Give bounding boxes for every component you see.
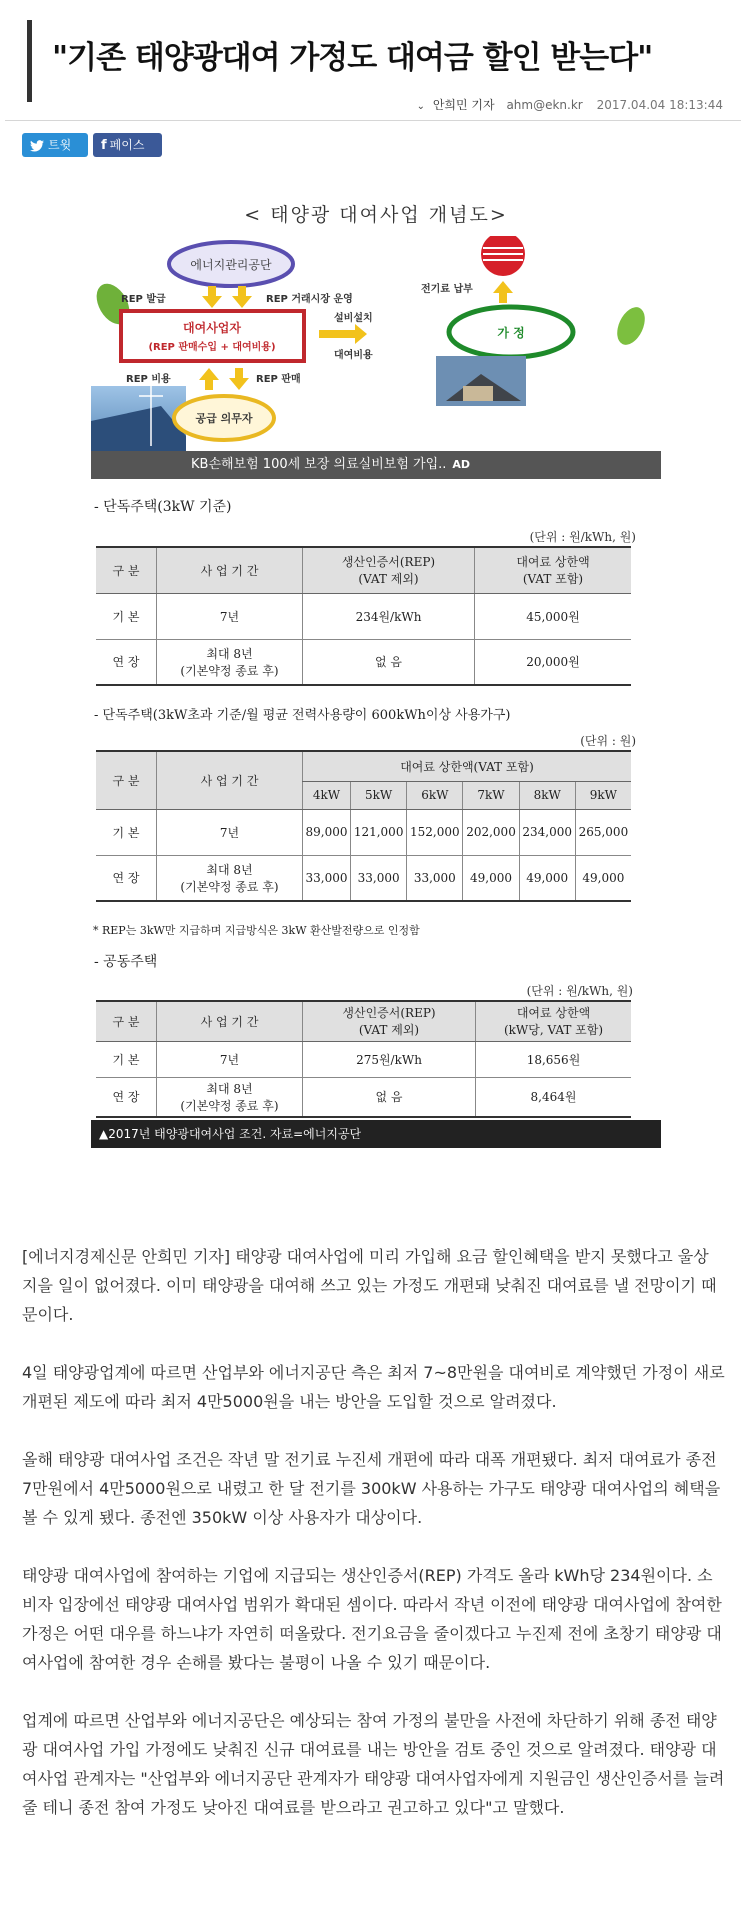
arrow-right-icon [319, 324, 367, 344]
table-subheader: 7kW [463, 781, 519, 809]
table-row [96, 809, 631, 855]
table-subheader: 4kW [303, 781, 351, 809]
table-row [96, 593, 631, 639]
table-header: 대여료 상한액 (VAT 포함) [475, 547, 632, 593]
table-header: 대여료 상한액 (kW당, VAT 포함) [476, 1001, 632, 1041]
table-cell: 33,000 [407, 855, 463, 901]
table-cell: 기 본 [96, 593, 157, 639]
facility-install-label: 설비설치 [334, 313, 373, 324]
table-cell: 최대 8년 (기본약정 종료 후) [157, 1077, 303, 1117]
ad-banner[interactable] [91, 451, 661, 479]
table-cell: 49,000 [575, 855, 631, 901]
table-cell: 없 음 [303, 1077, 476, 1117]
public-agency-label: 공급 의무자 [195, 412, 253, 425]
arrow-down-icon [229, 368, 249, 390]
lessor-node [121, 311, 304, 361]
reporter-name[interactable]: 안희민 기자 [432, 98, 495, 112]
table-subheader: 8kW [519, 781, 575, 809]
electricity-payment-label: 전기료 납부 [421, 284, 473, 295]
household-label: 가 정 [497, 326, 525, 340]
rep-cost-label: REP 비용 [126, 374, 171, 385]
table-subheader: 5kW [351, 781, 407, 809]
section-heading: - 단독주택(3kW 기준) [94, 499, 232, 515]
table-cell: 7년 [157, 1041, 303, 1077]
table-cell: 최대 8년 (기본약정 종료 후) [157, 639, 303, 685]
unit-label: (단위 : 원/kWh, 원) [526, 984, 633, 998]
table-cell: 최대 8년 (기본약정 종료 후) [157, 855, 303, 901]
section-heading: - 공동주택 [94, 954, 158, 970]
paragraph: [에너지경제신문 안희민 기자] 태양광 대여사업에 미리 가입해 요금 할인혜택을 받지 못했다고 울상 지을 일이 없어졌다. 이미 태양광을 대여해 쓰고 있는 가정도 개편돼 낮춰진 대여료를 낼 전망이기 때문이다. [22, 1247, 717, 1324]
reporter-email[interactable]: ahm@ekn.kr [506, 98, 583, 112]
table-subheader: 6kW [407, 781, 463, 809]
table-header: 대여료 상한액(VAT 포함) [303, 751, 632, 781]
table-row [96, 639, 631, 685]
table-row [96, 1041, 631, 1077]
lease-fee-label: 대여비용 [334, 350, 373, 361]
table-cell: 연 장 [96, 1077, 157, 1117]
byline [417, 96, 723, 113]
table-cell: 45,000원 [475, 593, 632, 639]
table-header: 사 업 기 간 [157, 751, 303, 809]
table-cell: 연 장 [96, 639, 157, 685]
figure-caption: ▲2017년 태양광대여사업 조건. 자료=에너지공단 [91, 1120, 661, 1148]
leaf-icon [612, 303, 651, 349]
table-row [96, 1077, 631, 1117]
table-apartment [96, 1000, 631, 1118]
table-cell: 121,000 [351, 809, 407, 855]
table-header: 생산인증서(REP) (VAT 제외) [303, 547, 475, 593]
table-cell: 18,656원 [476, 1041, 632, 1077]
paragraph: 태양광 대여사업에 참여하는 기업에 지급되는 생산인증서(REP) 가격도 올라 kWh당 234원이다. 소비자 입장에선 태양광 대여사업 범위가 확대된 셈이다. 따라서 작년 이전에 태양광 대여사업에 참여한 가정은 어떤 대우를 하느냐가 자연히 떠올랐다. 전기요금을 줄이겠다고 누진제 전에 초창기 태양광 대여사업에 참여한 경우 손해를 봤다는 불평이 나올 수 있기 때문이다. [22, 1566, 722, 1672]
house-photo [436, 356, 526, 406]
kepco-logo [481, 236, 525, 276]
table-cell: 33,000 [351, 855, 407, 901]
twitter-share-button[interactable] [22, 133, 88, 157]
table-row [96, 855, 631, 901]
facebook-share-button[interactable] [93, 133, 162, 177]
table-cell: 연 장 [96, 855, 157, 901]
table-header: 구 분 [96, 547, 157, 593]
table-cell: 기 본 [96, 809, 157, 855]
article-body [22, 1242, 726, 1851]
arrow-down-icon [232, 286, 252, 308]
table-single-home-3kw [96, 546, 631, 686]
table-header: 사 업 기 간 [157, 547, 303, 593]
ad-badge: AD [452, 458, 471, 471]
table-cell: 152,000 [407, 809, 463, 855]
table-cell: 20,000원 [475, 639, 632, 685]
table-cell: 49,000 [519, 855, 575, 901]
twitter-share-label: 트윗 [48, 138, 72, 152]
paragraph: 4일 태양광업계에 따르면 산업부와 에너지공단 측은 최저 7~8만원을 대여비로 계약했던 가정이 새로 개편된 제도에 따라 최저 4만5000원을 내는 방안을 도입할 것으로 알려졌다. [22, 1363, 725, 1411]
table-cell: 기 본 [96, 1041, 157, 1077]
lessor-title: 대여사업자 [183, 321, 241, 335]
table-cell: 없 음 [303, 639, 475, 685]
paragraph: 업계에 따르면 산업부와 에너지공단은 예상되는 참여 가정의 불만을 사전에 차단하기 위해 종전 태양광 대여사업 가입 가정에도 낮춰진 신규 대여료를 내는 방안을 검토 중인 것으로 알려졌다. 태양광 대여사업 관계자는 "산업부와 에너지공단 관계자가 태양광 대여사업자에게 지원금인 생산인증서를 늘려줄 테니 종전 참여 가정도 낮아진 대여료를 받으라고 권고하고 있다"고 말했다. [22, 1711, 725, 1817]
table-cell: 7년 [157, 593, 303, 639]
table-cell: 275원/kWh [303, 1041, 476, 1077]
divider [5, 120, 741, 121]
arrow-up-icon [493, 281, 513, 303]
table-cell: 234원/kWh [303, 593, 475, 639]
paragraph: 올해 태양광 대여사업 조건은 작년 말 전기료 누진세 개편에 따라 대폭 개편됐다. 최저 대여료가 종전 7만원에서 4만5000원으로 내렸고 한 달 전기를 300kW 사용하는 가구도 태양광 대여사업의 혜택을 볼 수 있게 됐다. 종전엔 350kW 이상 사용자가 대상이다. [22, 1450, 721, 1527]
twitter-icon [30, 140, 44, 152]
rep-market-label: REP 거래시장 운영 [266, 294, 353, 305]
arrow-up-icon [199, 368, 219, 390]
solar-panels-image [91, 386, 186, 461]
table-cell: 202,000 [463, 809, 519, 855]
article-headline: "기존 태양광대여 가정도 대여금 할인 받는다" [52, 40, 653, 76]
section-heading: - 단독주택(3kW초과 기준/월 평균 전력사용량이 600kWh이상 사용가구) [94, 708, 511, 723]
table-cell: 49,000 [463, 855, 519, 901]
table-cell: 234,000 [519, 809, 575, 855]
lessor-subtitle: (REP 판매수입 + 대여비용) [148, 342, 276, 353]
facebook-share-label: 페이스북 [101, 138, 145, 177]
table-single-home-over-3kw [96, 750, 631, 902]
concept-diagram [91, 236, 661, 461]
table-header: 구 분 [96, 751, 157, 809]
energy-agency-label: 에너지관리공단 [190, 258, 272, 272]
arrow-down-icon [202, 286, 222, 308]
article-figure [91, 186, 661, 1151]
table-cell: 265,000 [575, 809, 631, 855]
table-cell: 33,000 [303, 855, 351, 901]
ad-text[interactable]: KB손해보험 100세 보장 의료실비보험 가입.. [191, 457, 447, 472]
publish-date: 2017.04.04 18:13:44 [596, 98, 723, 112]
rep-sale-label: REP 판매 [256, 374, 301, 385]
table-header: 사 업 기 간 [157, 1001, 303, 1041]
table-header: 생산인증서(REP) (VAT 제외) [303, 1001, 476, 1041]
table-header: 구 분 [96, 1001, 157, 1041]
unit-label: (단위 : 원/kWh, 원) [529, 530, 636, 544]
facebook-icon: f [101, 138, 107, 153]
table-subheader: 9kW [575, 781, 631, 809]
table-cell: 89,000 [303, 809, 351, 855]
unit-label: (단위 : 원) [580, 734, 636, 748]
figure-title: < 태양광 대여사업 개념도> [244, 204, 508, 226]
chevron-down-icon[interactable]: ⌄ [416, 101, 426, 112]
table-note: * REP는 3kW만 지급하며 지급방식은 3kW 환산발전량으로 인정함 [93, 924, 420, 937]
headline-box [27, 20, 732, 102]
table-cell: 8,464원 [476, 1077, 632, 1117]
rep-issue-label: REP 발급 [121, 294, 166, 305]
table-cell: 7년 [157, 809, 303, 855]
